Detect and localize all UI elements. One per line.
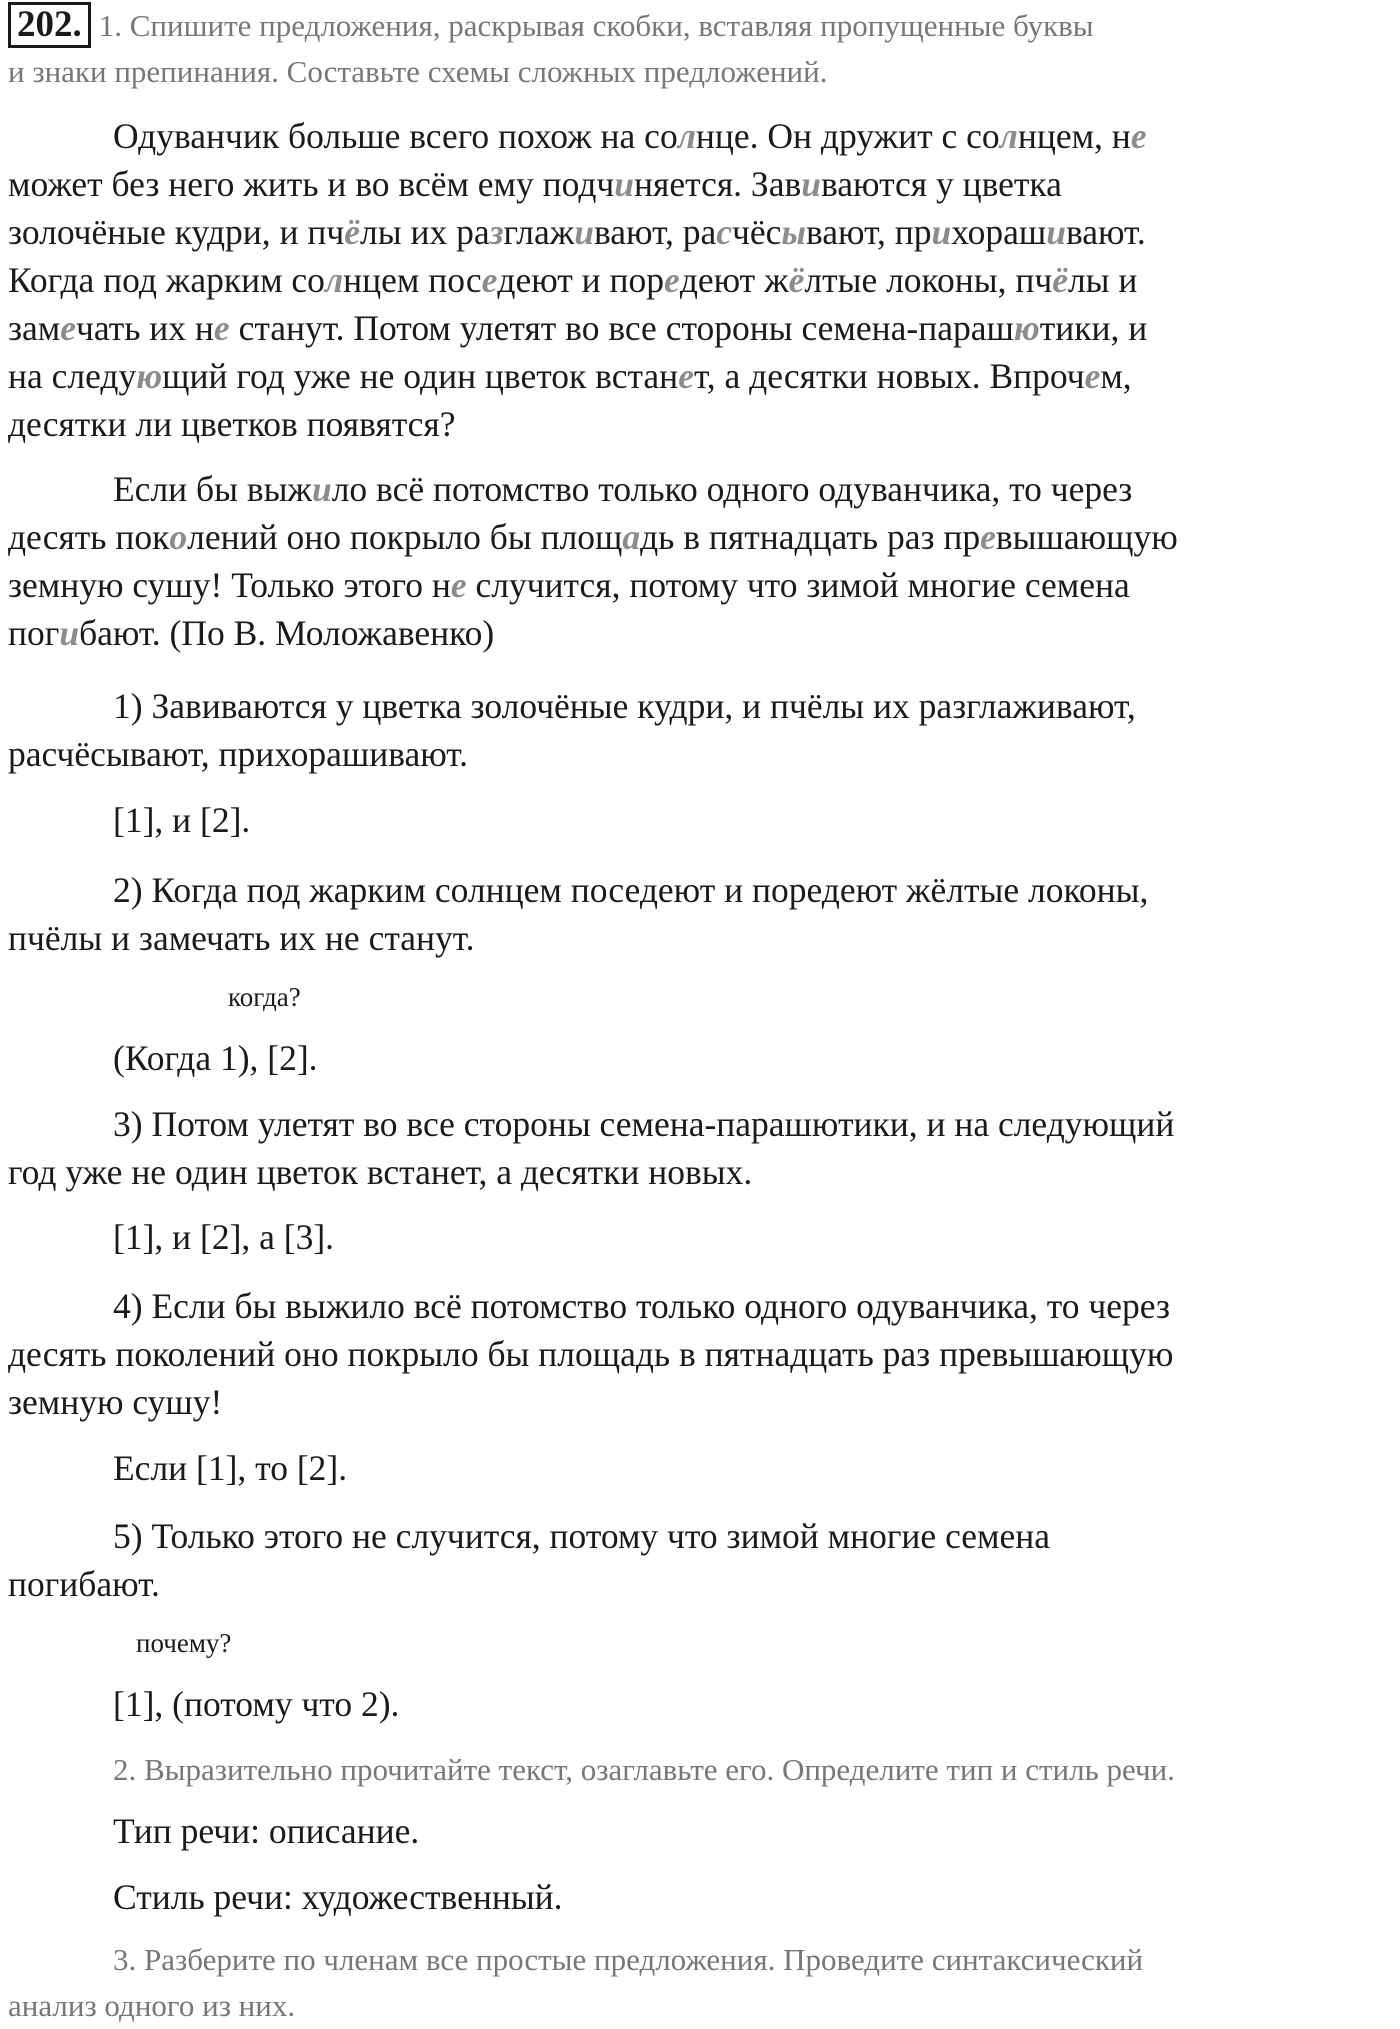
inserted-letter: и: [801, 164, 821, 204]
inserted-letter: ы: [781, 212, 806, 252]
sentence-1: [8, 682, 1136, 778]
task-3-line-1: 3. Разберите по членам все простые предложения. Проведите синтаксический: [113, 1942, 1144, 1977]
sentence-1-line-1: 1) Завиваются у цветка золочёные кудри, и пчёлы их разглаживают,: [113, 686, 1136, 726]
schema-5: [1], (потому что 2).: [113, 1684, 400, 1724]
sentence-4-line-2: десять поколений оно покрыло бы площадь в пятнадцать раз превышающую: [8, 1334, 1174, 1374]
sentence-3-line-2: год уже не один цветок встанет, а десятки новых.: [8, 1152, 753, 1192]
inserted-letter: а: [622, 517, 641, 557]
sentence-4: [8, 1282, 1173, 1426]
inserted-letter: ю: [1013, 308, 1040, 348]
text-line: десятки ли цветков появятся?: [8, 404, 456, 444]
text-line: Одуванчик больше всего похож на солнце. Он дружит с солнцем, не: [113, 116, 1147, 156]
speech-style: Стиль речи: художественный.: [113, 1877, 563, 1917]
task-1-line-2: и знаки препинания. Составьте схемы сложных предложений.: [8, 54, 828, 89]
inserted-letter: л: [324, 260, 344, 300]
sentence-5-line-2: погибают.: [8, 1564, 160, 1604]
text-line: на следующий год уже не один цветок встанет, а десятки новых. Впрочем,: [8, 356, 1132, 396]
sentence-4-line-3: земную сушу!: [8, 1382, 223, 1422]
inserted-letter: л: [999, 116, 1018, 156]
inserted-letter: е: [1130, 116, 1147, 156]
text-line: земную сушу! Только этого не случится, потому что зимой многие семена: [8, 565, 1130, 605]
inserted-letter: л: [677, 116, 696, 156]
inserted-letter: ё: [1052, 260, 1068, 300]
inserted-letter: и: [574, 212, 594, 252]
inserted-letter: з: [489, 212, 504, 252]
text-line: Если бы выжило всё потомство только одного одуванчика, то через: [113, 469, 1133, 509]
inserted-letter: с: [716, 212, 732, 252]
schema-5-question: почему?: [136, 1628, 232, 1658]
text-paragraph-2: [8, 465, 1178, 657]
sentence-5: [8, 1512, 1050, 1608]
inserted-letter: и: [59, 613, 80, 653]
text-paragraph-1: [8, 112, 1147, 448]
exercise-number: 202.: [8, 2, 91, 48]
inserted-letter: е: [1084, 356, 1101, 396]
inserted-letter: е: [213, 308, 230, 348]
inserted-letter: о: [169, 517, 188, 557]
text-line: может без него жить и во всём ему подчиняется. Завиваются у цветка: [8, 164, 1062, 204]
inserted-letter: е: [678, 356, 694, 396]
inserted-letter: и: [1046, 212, 1066, 252]
sentence-3: [8, 1100, 1174, 1196]
speech-type: Тип речи: описание.: [113, 1811, 420, 1851]
schema-4: Если [1], то [2].: [113, 1448, 348, 1488]
inserted-letter: е: [450, 565, 467, 605]
inserted-letter: и: [311, 469, 332, 509]
inserted-letter: ю: [136, 356, 163, 396]
task-2: 2. Выразительно прочитайте текст, озаглавьте его. Определите тип и стиль речи.: [113, 1752, 1175, 1787]
inserted-letter: ё: [344, 212, 361, 252]
text-line: погибают. (По В. Моложавенко): [8, 613, 495, 653]
task-1: [8, 2, 1094, 95]
schema-3: [1], и [2], а [3].: [113, 1217, 335, 1257]
sentence-2: [8, 866, 1148, 962]
schema-2: (Когда 1), [2].: [113, 1038, 318, 1078]
sentence-4-line-1: 4) Если бы выжило всё потомство только одного одуванчика, то через: [113, 1286, 1171, 1326]
sentence-1-line-2: расчёсывают, прихорашивают.: [8, 734, 469, 774]
task-1-line-1: 1. Спишите предложения, раскрывая скобки, вставляя пропущенные буквы: [98, 8, 1094, 43]
inserted-letter: и: [614, 164, 635, 204]
inserted-letter: е: [664, 260, 680, 300]
sentence-5-line-1: 5) Только этого не случится, потому что зимой многие семена: [113, 1516, 1050, 1556]
schema-1: [1], и [2].: [113, 800, 251, 840]
task-3: [8, 1937, 1143, 2029]
text-line: замечать их не станут. Потом улетят во все стороны семена-парашютики, и: [8, 308, 1148, 348]
sentence-3-line-1: 3) Потом улетят во все стороны семена-парашютики, и на следующий: [113, 1104, 1175, 1144]
sentence-2-line-1: 2) Когда под жарким солнцем поседеют и поредеют жёлтые локоны,: [113, 870, 1149, 910]
task-3-line-2: анализ одного из них.: [8, 1988, 296, 2023]
inserted-letter: и: [931, 212, 952, 252]
inserted-letter: е: [481, 260, 498, 300]
inserted-letter: е: [60, 308, 77, 348]
inserted-letter: е: [980, 517, 996, 557]
inserted-letter: ё: [788, 260, 805, 300]
sentence-2-line-2: пчёлы и замечать их не станут.: [8, 918, 475, 958]
text-line: золочёные кудри, и пчёлы их разглаживают, расчёсывают, прихорашивают.: [8, 212, 1146, 252]
text-line: Когда под жарким солнцем поседеют и поредеют жёлтые локоны, пчёлы и: [8, 260, 1138, 300]
text-line: десять поколений оно покрыло бы площадь в пятнадцать раз превышающую: [8, 517, 1178, 557]
schema-2-question: когда?: [228, 982, 301, 1012]
